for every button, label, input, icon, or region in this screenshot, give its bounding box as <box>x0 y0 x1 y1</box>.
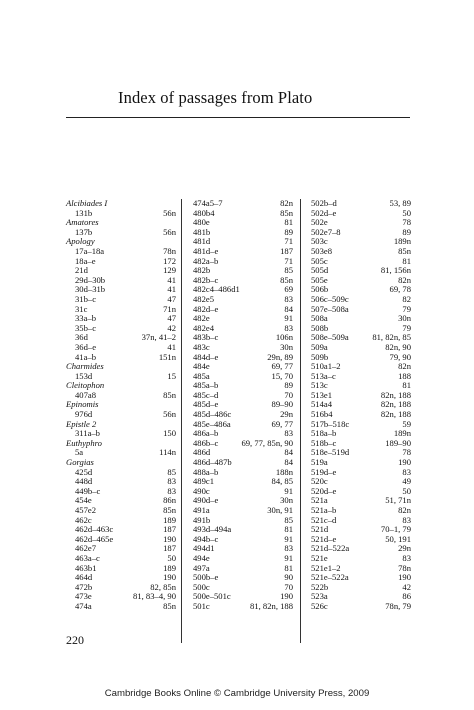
index-entry <box>311 602 411 612</box>
passage-ref: 481d–e <box>193 245 219 256</box>
passage-ref: 485c–d <box>193 389 219 400</box>
page-refs: 82n <box>398 274 411 285</box>
passage-ref: 505d <box>311 265 329 276</box>
passage-ref: 519d–e <box>311 466 337 477</box>
passage-ref: 472b <box>75 581 93 592</box>
page-refs: 114n <box>159 447 176 458</box>
page-refs: 85n <box>163 389 176 400</box>
page-refs: 151n <box>158 351 176 362</box>
passage-ref: 505e <box>311 274 328 285</box>
page-refs: 79 <box>402 322 411 333</box>
passage-ref: 521e–522a <box>311 572 349 583</box>
page-refs: 190 <box>280 591 293 602</box>
page-refs: 85 <box>284 514 293 525</box>
passage-ref: 485d–e <box>193 399 219 410</box>
page-refs: 81 <box>284 524 293 535</box>
passage-ref: 457e2 <box>75 505 97 515</box>
page-refs: 51, 71n <box>385 495 411 506</box>
passage-ref: 523a <box>311 591 328 602</box>
passage-ref: 473e <box>75 591 92 602</box>
passage-ref: 462c <box>75 514 92 525</box>
page-refs: 81 <box>284 217 293 228</box>
index-column-1 <box>66 199 176 612</box>
page-title: Index of passages from Plato <box>118 88 313 107</box>
page-refs: 37n, 41–2 <box>141 332 176 343</box>
passage-ref: 486b–c <box>193 437 219 448</box>
passage-ref: 35b–c <box>75 322 97 333</box>
passage-ref: 503e8 <box>311 245 333 256</box>
passage-ref: 485a–b <box>193 380 219 391</box>
page-refs: 42 <box>167 322 176 333</box>
page-refs: 50, 191 <box>385 533 411 544</box>
passage-ref: 482e <box>193 313 210 324</box>
passage-ref: 407a8 <box>75 389 97 400</box>
page-refs: 91 <box>284 313 293 324</box>
passage-ref: 976d <box>75 409 93 420</box>
passage-ref: 503c <box>311 236 328 247</box>
passage-ref: 494b–c <box>193 533 219 544</box>
passage-ref: 494e <box>193 552 210 563</box>
page-refs: 69, 77, 85n, 90 <box>241 437 293 448</box>
page-refs: 70 <box>284 389 293 400</box>
passage-ref: 502d–e <box>311 207 337 218</box>
passage-ref: 486d–487b <box>193 457 232 468</box>
page-refs: 189n <box>393 428 411 439</box>
passage-ref: 5a <box>75 447 84 458</box>
page-refs: 78n <box>163 245 176 256</box>
passage-ref: 481b <box>193 226 211 237</box>
column-divider-1 <box>181 199 182 643</box>
passage-ref: 521d–e <box>311 533 337 544</box>
page-refs: 85 <box>284 265 293 276</box>
page-refs: 84 <box>284 447 293 458</box>
page-refs: 29n <box>280 409 293 420</box>
passage-ref: 33a–b <box>75 313 97 324</box>
passage-ref: 519a <box>311 457 328 468</box>
passage-ref: 502e7–8 <box>311 226 341 237</box>
page-refs: 41 <box>167 341 176 352</box>
passage-ref: 483c <box>193 341 210 352</box>
passage-ref: 508a <box>311 313 328 324</box>
page-refs: 189n <box>393 236 411 247</box>
page-refs: 83 <box>284 428 293 439</box>
page-refs: 190 <box>163 533 176 544</box>
page-refs: 189 <box>163 562 176 573</box>
page-refs: 89–90 <box>271 399 293 410</box>
passage-ref: 513e1 <box>311 389 333 400</box>
page-refs: 41 <box>167 284 176 295</box>
passage-ref: 486a–b <box>193 428 219 439</box>
page-refs: 81, 156n <box>380 265 411 276</box>
page-refs: 89 <box>402 226 411 237</box>
passage-ref: 485e–486a <box>193 418 231 429</box>
index-column-2 <box>193 199 293 612</box>
passage-ref: 36d <box>75 332 88 343</box>
work-title: Euthyphro <box>66 437 102 448</box>
page-refs: 190 <box>163 572 176 583</box>
passage-ref: 489c1 <box>193 476 215 487</box>
index-entry <box>66 602 176 612</box>
page-refs: 187 <box>163 543 176 554</box>
page-refs: 187 <box>280 245 293 256</box>
page-refs: 83 <box>402 514 411 525</box>
passage-ref: 482e5 <box>193 293 215 304</box>
passage-ref: 494d1 <box>193 543 215 554</box>
page-refs: 49 <box>402 476 411 487</box>
page-refs: 82, 85n <box>150 581 176 592</box>
passage-ref: 521d <box>311 524 329 535</box>
passage-ref: 491b <box>193 514 211 525</box>
page-refs: 106n <box>275 332 293 343</box>
page-refs: 82n, 188 <box>380 399 411 410</box>
page-refs: 50 <box>402 485 411 496</box>
passage-ref: 454e <box>75 495 92 506</box>
passage-ref: 506c–509c <box>311 293 349 304</box>
work-title: Epinomis <box>66 399 99 410</box>
passage-ref: 463a–c <box>75 552 100 563</box>
index-entry <box>193 602 293 612</box>
page-refs: 129 <box>163 265 176 276</box>
passage-ref: 131b <box>75 207 93 218</box>
passage-ref: 521a–b <box>311 505 337 515</box>
passage-ref: 485a <box>193 370 210 381</box>
page-refs: 79 <box>402 303 411 314</box>
page-refs: 47 <box>167 313 176 324</box>
passage-ref: 484e <box>193 361 210 372</box>
page-refs: 85n <box>163 505 176 515</box>
passage-ref: 137b <box>75 226 93 237</box>
page-refs: 78n <box>398 562 411 573</box>
page-refs: 30n <box>398 313 411 324</box>
passage-ref: 500e–501c <box>193 591 231 602</box>
passage-ref: 311a–b <box>75 428 100 439</box>
page-refs: 56n <box>163 409 176 420</box>
page-refs: 82n <box>398 505 411 515</box>
passage-ref: 425d <box>75 466 93 477</box>
passage-ref: 518e–519d <box>311 447 350 458</box>
passage-ref: 522b <box>311 581 329 592</box>
page-refs: 42 <box>402 581 411 592</box>
passage-ref: 516b4 <box>311 409 333 420</box>
page-refs: 85n <box>280 274 293 285</box>
passage-ref: 497a <box>193 562 210 573</box>
page-refs: 83 <box>402 466 411 477</box>
page-refs: 85n <box>163 600 176 611</box>
page-refs: 47 <box>167 293 176 304</box>
passage-ref: 520c <box>311 476 328 487</box>
page-refs: 71 <box>284 255 293 266</box>
passage-ref: 153d <box>75 370 93 381</box>
page-refs: 81, 83–4, 90 <box>133 591 176 602</box>
page-refs: 82n, 188 <box>380 389 411 400</box>
passage-ref: 482c4–486d1 <box>193 284 240 295</box>
page-refs: 59 <box>402 418 411 429</box>
passage-ref: 481d <box>193 236 211 247</box>
passage-ref: 517b–518c <box>311 418 350 429</box>
page-refs: 84 <box>284 457 293 468</box>
passage-ref: 485d–486c <box>193 409 232 420</box>
passage-ref: 482d–e <box>193 303 219 314</box>
page-refs: 90 <box>284 572 293 583</box>
passage-ref: 488a–b <box>193 466 219 477</box>
page-number: 220 <box>66 633 84 647</box>
page-refs: 41 <box>167 274 176 285</box>
page-refs: 187 <box>163 524 176 535</box>
passage-ref: 520d–e <box>311 485 337 496</box>
passage-ref: 21d <box>75 265 88 276</box>
page-refs: 83 <box>284 322 293 333</box>
page-refs: 81 <box>284 562 293 573</box>
passage-ref: 502e <box>311 217 328 228</box>
passage-ref: 29d–30b <box>75 274 106 285</box>
passage-ref: 505c <box>311 255 328 266</box>
passage-ref: 491a <box>193 505 210 515</box>
page-refs: 78n, 79 <box>385 600 411 611</box>
page-refs: 70 <box>284 581 293 592</box>
page-refs: 188 <box>398 370 411 381</box>
page-refs: 30n <box>280 341 293 352</box>
passage-ref: 526c <box>311 600 328 611</box>
page-refs: 69, 77 <box>271 418 293 429</box>
passage-ref: 509b <box>311 351 329 362</box>
page-refs: 82n, 90 <box>385 341 411 352</box>
passage-ref: 486d <box>193 447 211 458</box>
footer-copyright: Cambridge Books Online © Cambridge University Press, 2009 <box>104 688 370 699</box>
page-refs: 82n <box>398 361 411 372</box>
page-refs: 79, 90 <box>389 351 411 362</box>
passage-ref: 31b–c <box>75 293 97 304</box>
passage-ref: 36d–e <box>75 341 97 352</box>
passage-ref: 41a–b <box>75 351 97 362</box>
passage-ref: 500b–e <box>193 572 219 583</box>
page-refs: 188n <box>275 466 293 477</box>
page-refs: 84, 85 <box>271 476 293 487</box>
page-refs: 190 <box>398 572 411 583</box>
page-refs: 81 <box>402 255 411 266</box>
passage-ref: 490c <box>193 485 210 496</box>
page-refs: 29n <box>398 543 411 554</box>
page-refs: 15, 70 <box>271 370 293 381</box>
work-title: Apology <box>66 236 95 247</box>
page-refs: 53, 89 <box>389 198 411 208</box>
passage-ref: 30d–31b <box>75 284 106 295</box>
passage-ref: 482b–c <box>193 274 219 285</box>
passage-ref: 483b–c <box>193 332 219 343</box>
page-refs: 69 <box>284 284 293 295</box>
passage-ref: 484d–e <box>193 351 219 362</box>
passage-ref: 513c <box>311 380 328 391</box>
page-refs: 89 <box>284 380 293 391</box>
passage-ref: 474a5–7 <box>193 198 223 208</box>
page-refs: 83 <box>167 485 176 496</box>
passage-ref: 507e–508a <box>311 303 349 314</box>
passage-ref: 480b4 <box>193 207 215 218</box>
title-rule <box>66 117 410 118</box>
passage-ref: 521d–522a <box>311 543 350 554</box>
passage-ref: 449b–c <box>75 485 101 496</box>
page-refs: 82 <box>402 293 411 304</box>
page-refs: 69, 77 <box>271 361 293 372</box>
passage-ref: 508e–509a <box>311 332 349 343</box>
page-refs: 81 <box>402 380 411 391</box>
passage-ref: 482e4 <box>193 322 215 333</box>
page-refs: 89 <box>284 226 293 237</box>
page-refs: 81, 82n, 85 <box>372 332 411 343</box>
page-refs: 71n <box>163 303 176 314</box>
passage-ref: 18a–e <box>75 255 96 266</box>
page-refs: 50 <box>167 552 176 563</box>
page-refs: 71 <box>284 236 293 247</box>
page-refs: 91 <box>284 485 293 496</box>
passage-ref: 480e <box>193 217 210 228</box>
page-refs: 56n <box>163 207 176 218</box>
page-refs: 82n <box>280 198 293 208</box>
page-refs: 190 <box>398 457 411 468</box>
passage-ref: 521c–d <box>311 514 337 525</box>
passage-ref: 462d–463c <box>75 524 114 535</box>
passage-ref: 464d <box>75 572 93 583</box>
page-refs: 85 <box>167 466 176 477</box>
passage-ref: 493d–494a <box>193 524 232 535</box>
page-refs: 15 <box>167 370 176 381</box>
passage-ref: 521e <box>311 552 328 563</box>
passage-ref: 518a–b <box>311 428 337 439</box>
column-divider-2 <box>300 199 301 643</box>
page-refs: 83 <box>167 476 176 487</box>
work-title: Cleitophon <box>66 380 105 391</box>
page-refs: 189 <box>163 514 176 525</box>
page-refs: 91 <box>284 552 293 563</box>
page-refs: 172 <box>163 255 176 266</box>
passage-ref: 509a <box>311 341 328 352</box>
passage-ref: 514a4 <box>311 399 333 410</box>
passage-ref: 490d–e <box>193 495 219 506</box>
work-title: Alcibiades I <box>66 198 108 208</box>
page-refs: 56n <box>163 226 176 237</box>
passage-ref: 17a–18a <box>75 245 105 256</box>
page-refs: 30n, 91 <box>267 505 293 515</box>
page-refs: 84 <box>284 303 293 314</box>
passage-ref: 502b–d <box>311 198 337 208</box>
passage-ref: 462d–465e <box>75 533 114 544</box>
page-refs: 69, 78 <box>389 284 411 295</box>
passage-ref: 510a1–2 <box>311 361 341 372</box>
index-column-3 <box>311 199 411 612</box>
page-refs: 29n, 89 <box>267 351 293 362</box>
page-refs: 78 <box>402 447 411 458</box>
page-refs: 78 <box>402 217 411 228</box>
page-refs: 81, 82n, 188 <box>250 600 293 611</box>
passage-ref: 508b <box>311 322 329 333</box>
page-refs: 85n <box>398 245 411 256</box>
passage-ref: 482a–b <box>193 255 219 266</box>
page-refs: 30n <box>280 495 293 506</box>
work-title: Charmides <box>66 361 104 372</box>
page-refs: 83 <box>402 552 411 563</box>
passage-ref: 521e1–2 <box>311 562 341 573</box>
page-refs: 83 <box>284 293 293 304</box>
page-refs: 70–1, 79 <box>380 524 411 535</box>
page-refs: 50 <box>402 207 411 218</box>
passage-ref: 521a <box>311 495 328 506</box>
work-title: Gorgias <box>66 457 94 468</box>
work-title: Epistle 2 <box>66 418 97 429</box>
passage-ref: 463b1 <box>75 562 97 573</box>
passage-ref: 513a–c <box>311 370 336 381</box>
passage-ref: 462e7 <box>75 543 97 554</box>
passage-ref: 448d <box>75 476 93 487</box>
passage-ref: 501c <box>193 600 210 611</box>
page-refs: 86n <box>163 495 176 506</box>
page-refs: 150 <box>163 428 176 439</box>
passage-ref: 31c <box>75 303 88 314</box>
work-title: Amatores <box>66 217 99 228</box>
page-refs: 83 <box>284 543 293 554</box>
page-refs: 86 <box>402 591 411 602</box>
page-refs: 189–90 <box>385 437 411 448</box>
passage-ref: 482b <box>193 265 211 276</box>
page-refs: 91 <box>284 533 293 544</box>
passage-ref: 506b <box>311 284 329 295</box>
passage-ref: 518b–c <box>311 437 337 448</box>
page-refs: 82n, 188 <box>380 409 411 420</box>
page-refs: 85n <box>280 207 293 218</box>
passage-ref: 474a <box>75 600 92 611</box>
passage-ref: 500c <box>193 581 210 592</box>
